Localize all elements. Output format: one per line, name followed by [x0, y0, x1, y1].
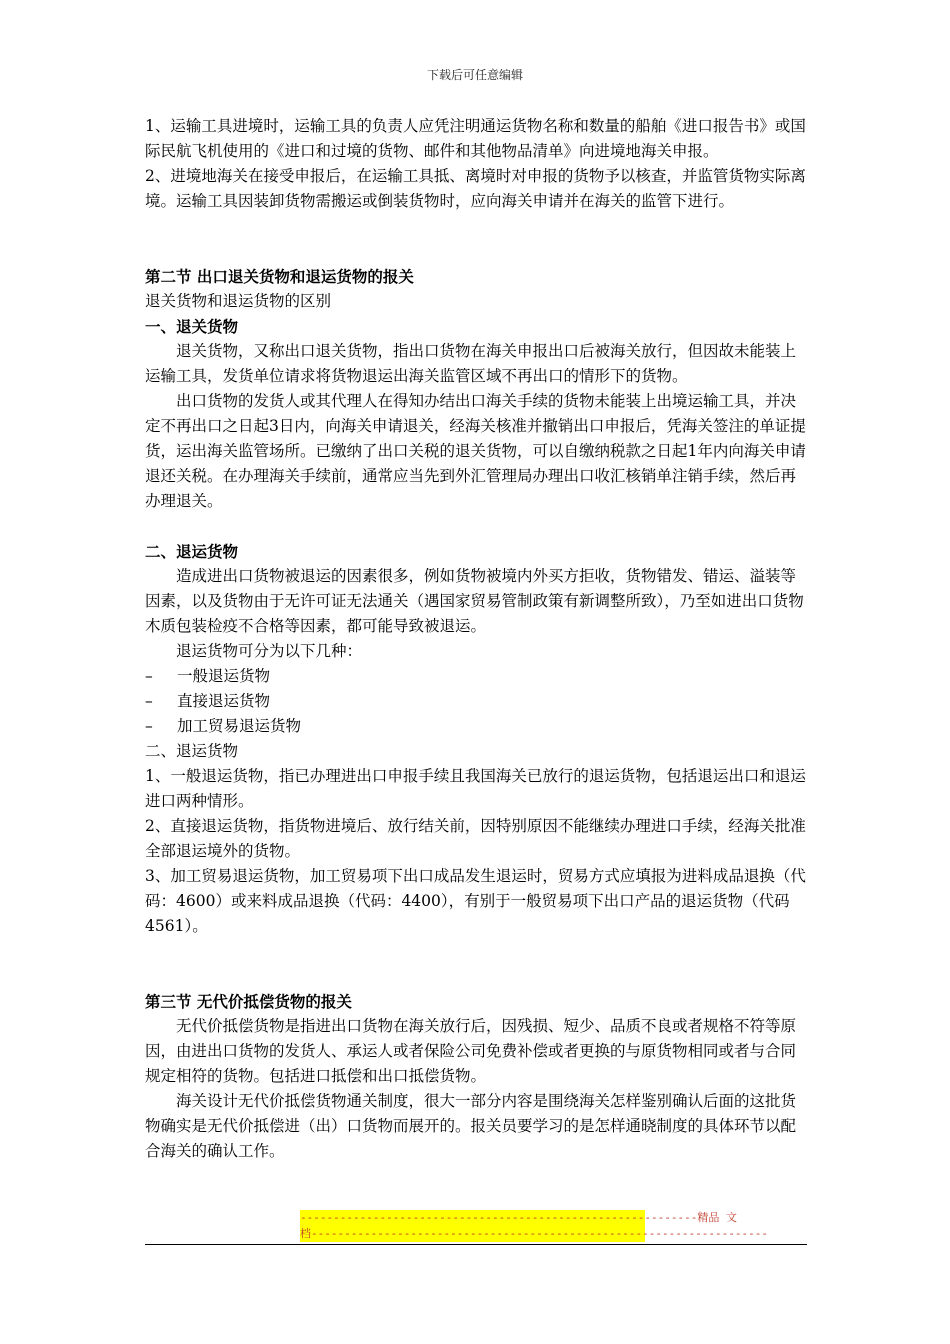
footer-watermark	[300, 1210, 768, 1242]
list-item-label: 加工贸易退运货物	[177, 717, 302, 735]
dash-bullet: –	[145, 667, 153, 685]
footer-rule	[145, 1244, 807, 1245]
paragraph-3: 退关货物，又称出口退关货物，指出口货物在海关申报出口后被海关放行，但因故未能装上运输工具，发货单位请求将货物退运出海关监管区域不再出口的情形下的货物。	[145, 342, 797, 385]
paragraph-2: 2、进境地海关在接受申报后，在运输工具抵、离境时对申报的货物予以核查，并监管货物实际离境。运输工具因装卸货物需搬运或倒装货物时，应向海关申请并在海关的监管下进行。	[145, 167, 806, 210]
spacer	[145, 939, 807, 989]
paragraph-8: 2、直接退运货物，指货物进境后、放行结关前，因特别原因不能继续办理进口手续，经海关批准全部退运境外的货物。	[145, 817, 806, 860]
list-item-label: 一般退运货物	[177, 667, 271, 685]
spacer	[145, 514, 807, 539]
paragraph-1: 1、运输工具进境时，运输工具的负责人应凭注明通运货物名称和数量的船舶《进口报告书》或国际民航飞机使用的《进口和过境的货物、邮件和其他物品清单》向进境地海关申报。	[145, 117, 806, 160]
dash-bullet: –	[145, 692, 153, 710]
section-2-subtitle: 退关货物和退运货物的区别	[145, 292, 332, 310]
page-header: 下载后可任意编辑	[426, 68, 523, 82]
document-body	[145, 114, 807, 1164]
heading-tuiguan: 一、退关货物	[145, 317, 239, 336]
list-item	[145, 689, 807, 714]
dash-bullet: –	[145, 717, 153, 735]
paragraph-4: 出口货物的发货人或其代理人在得知办结出口海关手续的货物未能装上出境运输工具，并决定不再出口之日起3日内，向海关申请退关，经海关核准并撤销出口申报后，凭海关签注的单证提货，运出海关监管场所。已缴纳了出口关税的退关货物，可以自缴纳税款之日起1年内向海关申请退还关税。在办理海关手续前，通常应当先到外汇管理局办理出口收汇核销单注销手续，然后再办理退关。	[145, 392, 806, 510]
footer-line-1: ------------------------------------------------------------精品 文	[300, 1211, 737, 1224]
paragraph-11: 海关设计无代价抵偿货物通关制度，很大一部分内容是围绕海关怎样鉴别确认后面的这批货物确实是无代价抵偿进（出）口货物而展开的。报关员要学习的是怎样通晓制度的具体环节以配合海关的确认工作。	[145, 1092, 797, 1160]
paragraph-6: 退运货物可分为以下几种：	[176, 642, 363, 660]
section-2-title: 第二节 出口退关货物和退运货物的报关	[145, 267, 414, 286]
list-item-label: 直接退运货物	[177, 692, 271, 710]
spacer	[145, 214, 807, 264]
paragraph-7: 1、一般退运货物，指已办理进出口申报手续且我国海关已放行的退运货物，包括退运出口和退运进口两种情形。	[145, 767, 806, 810]
section-3-title: 第三节 无代价抵偿货物的报关	[145, 992, 352, 1011]
paragraph-9: 3、加工贸易退运货物，加工贸易项下出口成品发生退运时，贸易方式应填报为进料成品退换（代码：4600）或来料成品退换（代码：4400），有别于一般贸易项下出口产品的退运货物（代码4561）。	[145, 867, 806, 935]
heading-tuiyun: 二、退运货物	[145, 542, 239, 561]
paragraph-5: 造成进出口货物被退运的因素很多，例如货物被境内外买方拒收，货物错发、错运、溢装等因素，以及货物由于无许可证无法通关（遇国家贸易管制政策有新调整所致），乃至如进出口货物木质包装检疫不合格等因素，都可能导致被退运。	[145, 567, 804, 635]
heading-tuiyun-2: 二、退运货物	[145, 742, 239, 760]
list-item	[145, 664, 807, 689]
paragraph-10: 无代价抵偿货物是指进出口货物在海关放行后，因残损、短少、品质不良或者规格不符等原因，由进出口货物的发货人、承运人或者保险公司免费补偿或者更换的与原货物相同或者与合同规定相符的货物。包括进口抵偿和出口抵偿货物。	[145, 1017, 797, 1085]
footer-line-2: 档---------------------------------------------------------------------	[300, 1227, 768, 1240]
list-item	[145, 714, 807, 739]
